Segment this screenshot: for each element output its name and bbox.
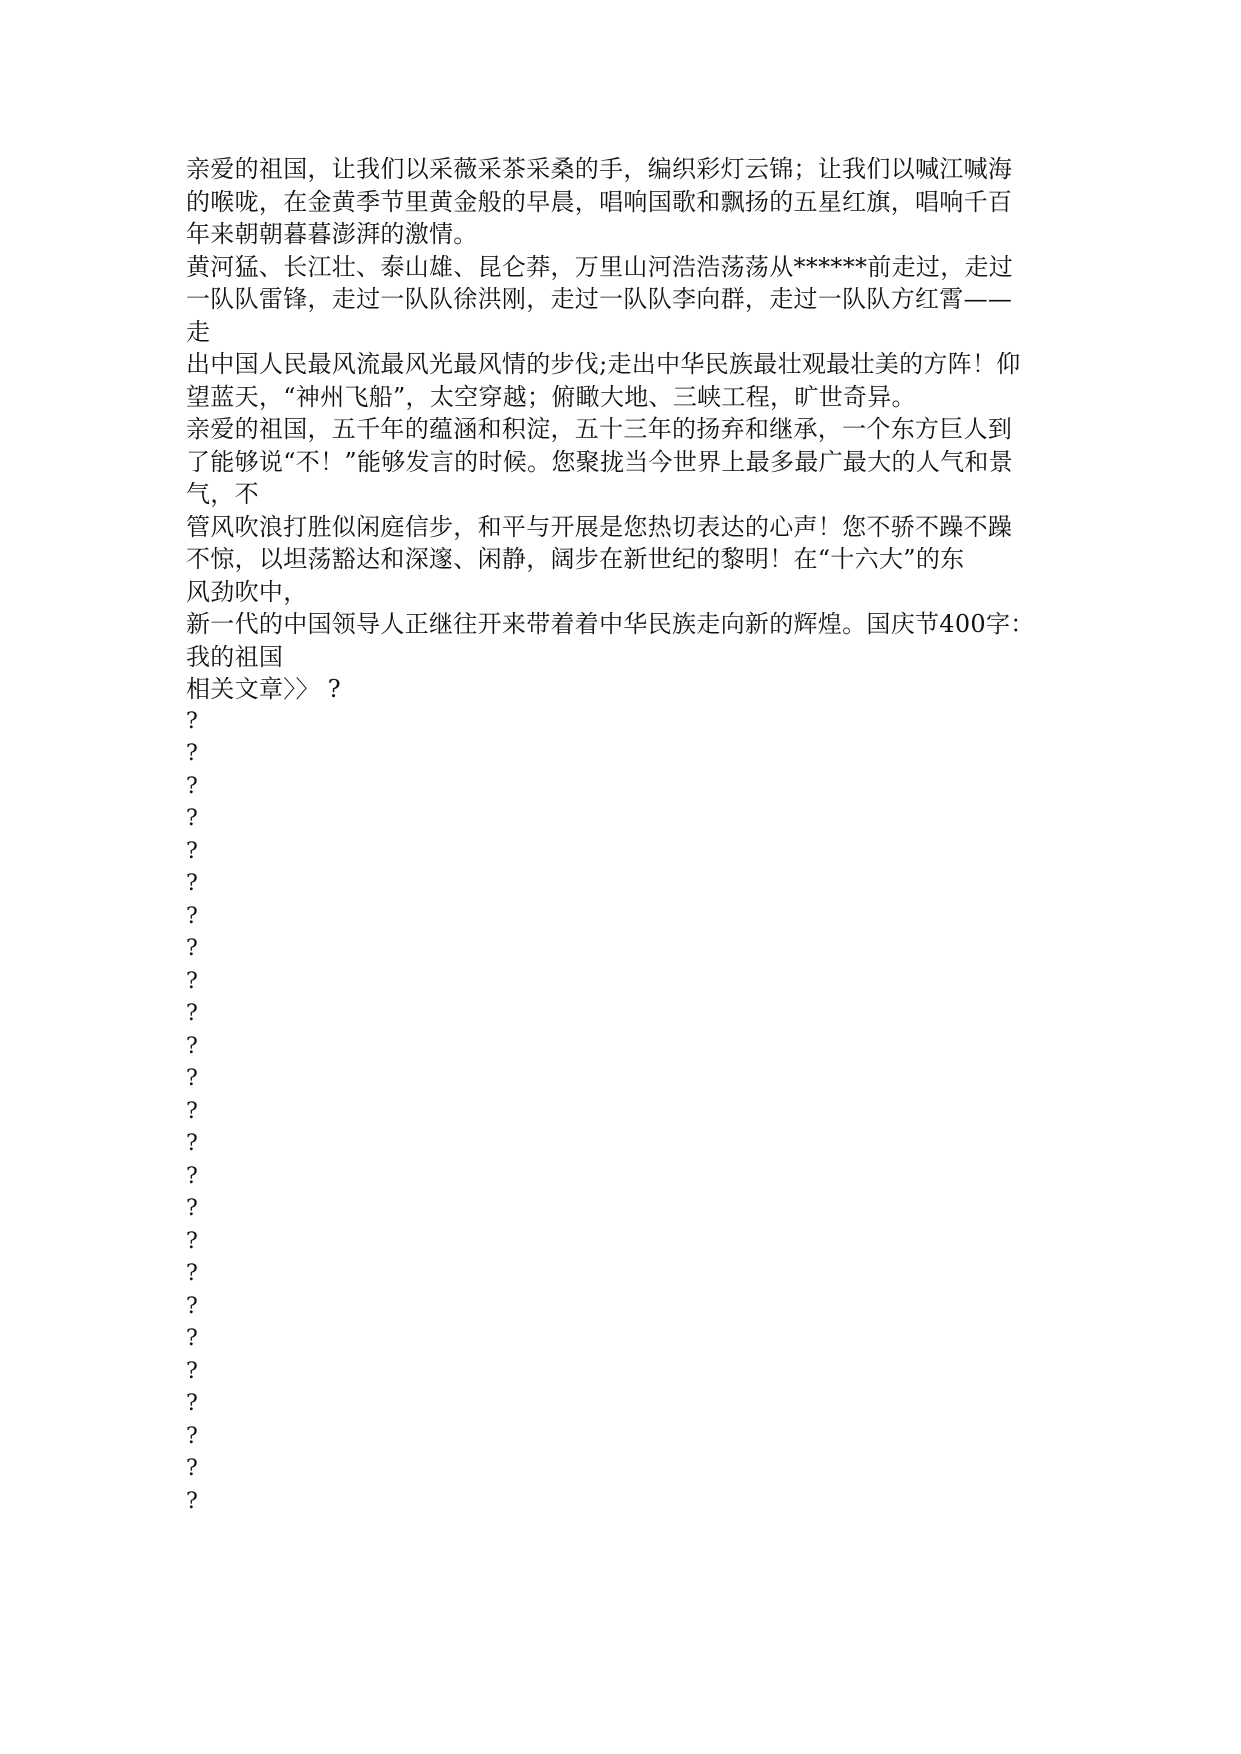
list-item: ?	[186, 936, 198, 961]
list-item: ?	[186, 1163, 198, 1189]
list-item: ?	[186, 871, 198, 896]
list-item: ?	[186, 1098, 198, 1124]
list-item: ?	[186, 1358, 198, 1384]
text-line: 年来朝朝暮暮澎湃的激情。	[186, 220, 478, 248]
list-item: ?	[186, 1456, 198, 1481]
related-articles-link[interactable]: 相关文章〉〉 ?	[186, 675, 341, 703]
list-item: ?	[186, 1033, 198, 1059]
list-item: ?	[186, 1293, 198, 1319]
list-item: ?	[186, 1391, 198, 1416]
text-line: 亲爱的祖国，五千年的蕴涵和积淀，五十三年的扬弃和继承，一个东方巨人到	[186, 415, 1013, 443]
text-line: 出中国人民最风流最风光最风情的步伐;走出中华民族最壮观最壮美的方阵！仰	[186, 350, 1021, 378]
list-item: ?	[186, 708, 198, 734]
text-line: 风劲吹中，	[186, 577, 308, 606]
text-line: 管风吹浪打胜似闲庭信步，和平与开展是您热切表达的心声！您不骄不躁不躁	[186, 512, 1013, 541]
list-item: ?	[186, 968, 198, 994]
text-line: 望蓝天，“神州飞船”，太空穿越；俯瞰大地、三峡工程，旷世奇异。	[186, 382, 916, 411]
list-item: ?	[186, 1423, 198, 1449]
article-body	[186, 153, 1056, 706]
text-line: 黄河猛、长江壮、泰山雄、昆仑莽，万里山河浩浩荡荡从******前走过，走过	[186, 252, 1014, 281]
list-item: ?	[186, 773, 198, 799]
list-item: ?	[186, 1001, 198, 1026]
list-item: ?	[186, 1326, 198, 1351]
text-line: 新一代的中国领导人正继往开来带着着中华民族走向新的辉煌。国庆节400字：	[186, 610, 1035, 638]
document-page	[186, 153, 1056, 1518]
text-line: 的喉咙，在金黄季节里黄金般的早晨，唱响国歌和飘扬的五星红旗，唱响千百	[186, 187, 1013, 216]
text-line: 气，不	[186, 480, 259, 508]
list-item: ?	[186, 1066, 198, 1091]
text-line: 一队队雷锋，走过一队队徐洪刚，走过一队队李向群，走过一队队方红霄——	[186, 285, 1013, 313]
question-mark-list	[186, 706, 1056, 1519]
text-line: 我的祖国	[186, 642, 284, 671]
list-item: ?	[186, 1228, 198, 1254]
list-item: ?	[186, 903, 198, 929]
list-item: ?	[186, 741, 198, 766]
list-item: ?	[186, 1261, 198, 1286]
list-item: ?	[186, 1131, 198, 1156]
text-line: 走	[186, 317, 211, 346]
text-line: 不惊，以坦荡豁达和深邃、闲静，阔步在新世纪的黎明！在“十六大”的东	[186, 545, 965, 573]
text-line: 了能够说“不！”能够发言的时候。您聚拢当今世界上最多最广最大的人气和景	[186, 447, 1014, 476]
list-item: ?	[186, 1196, 198, 1221]
list-item: ?	[186, 806, 198, 831]
list-item: ?	[186, 1488, 198, 1514]
text-line: 亲爱的祖国，让我们以采薇采茶采桑的手，编织彩灯云锦；让我们以喊江喊海	[186, 155, 1013, 183]
list-item: ?	[186, 838, 198, 864]
